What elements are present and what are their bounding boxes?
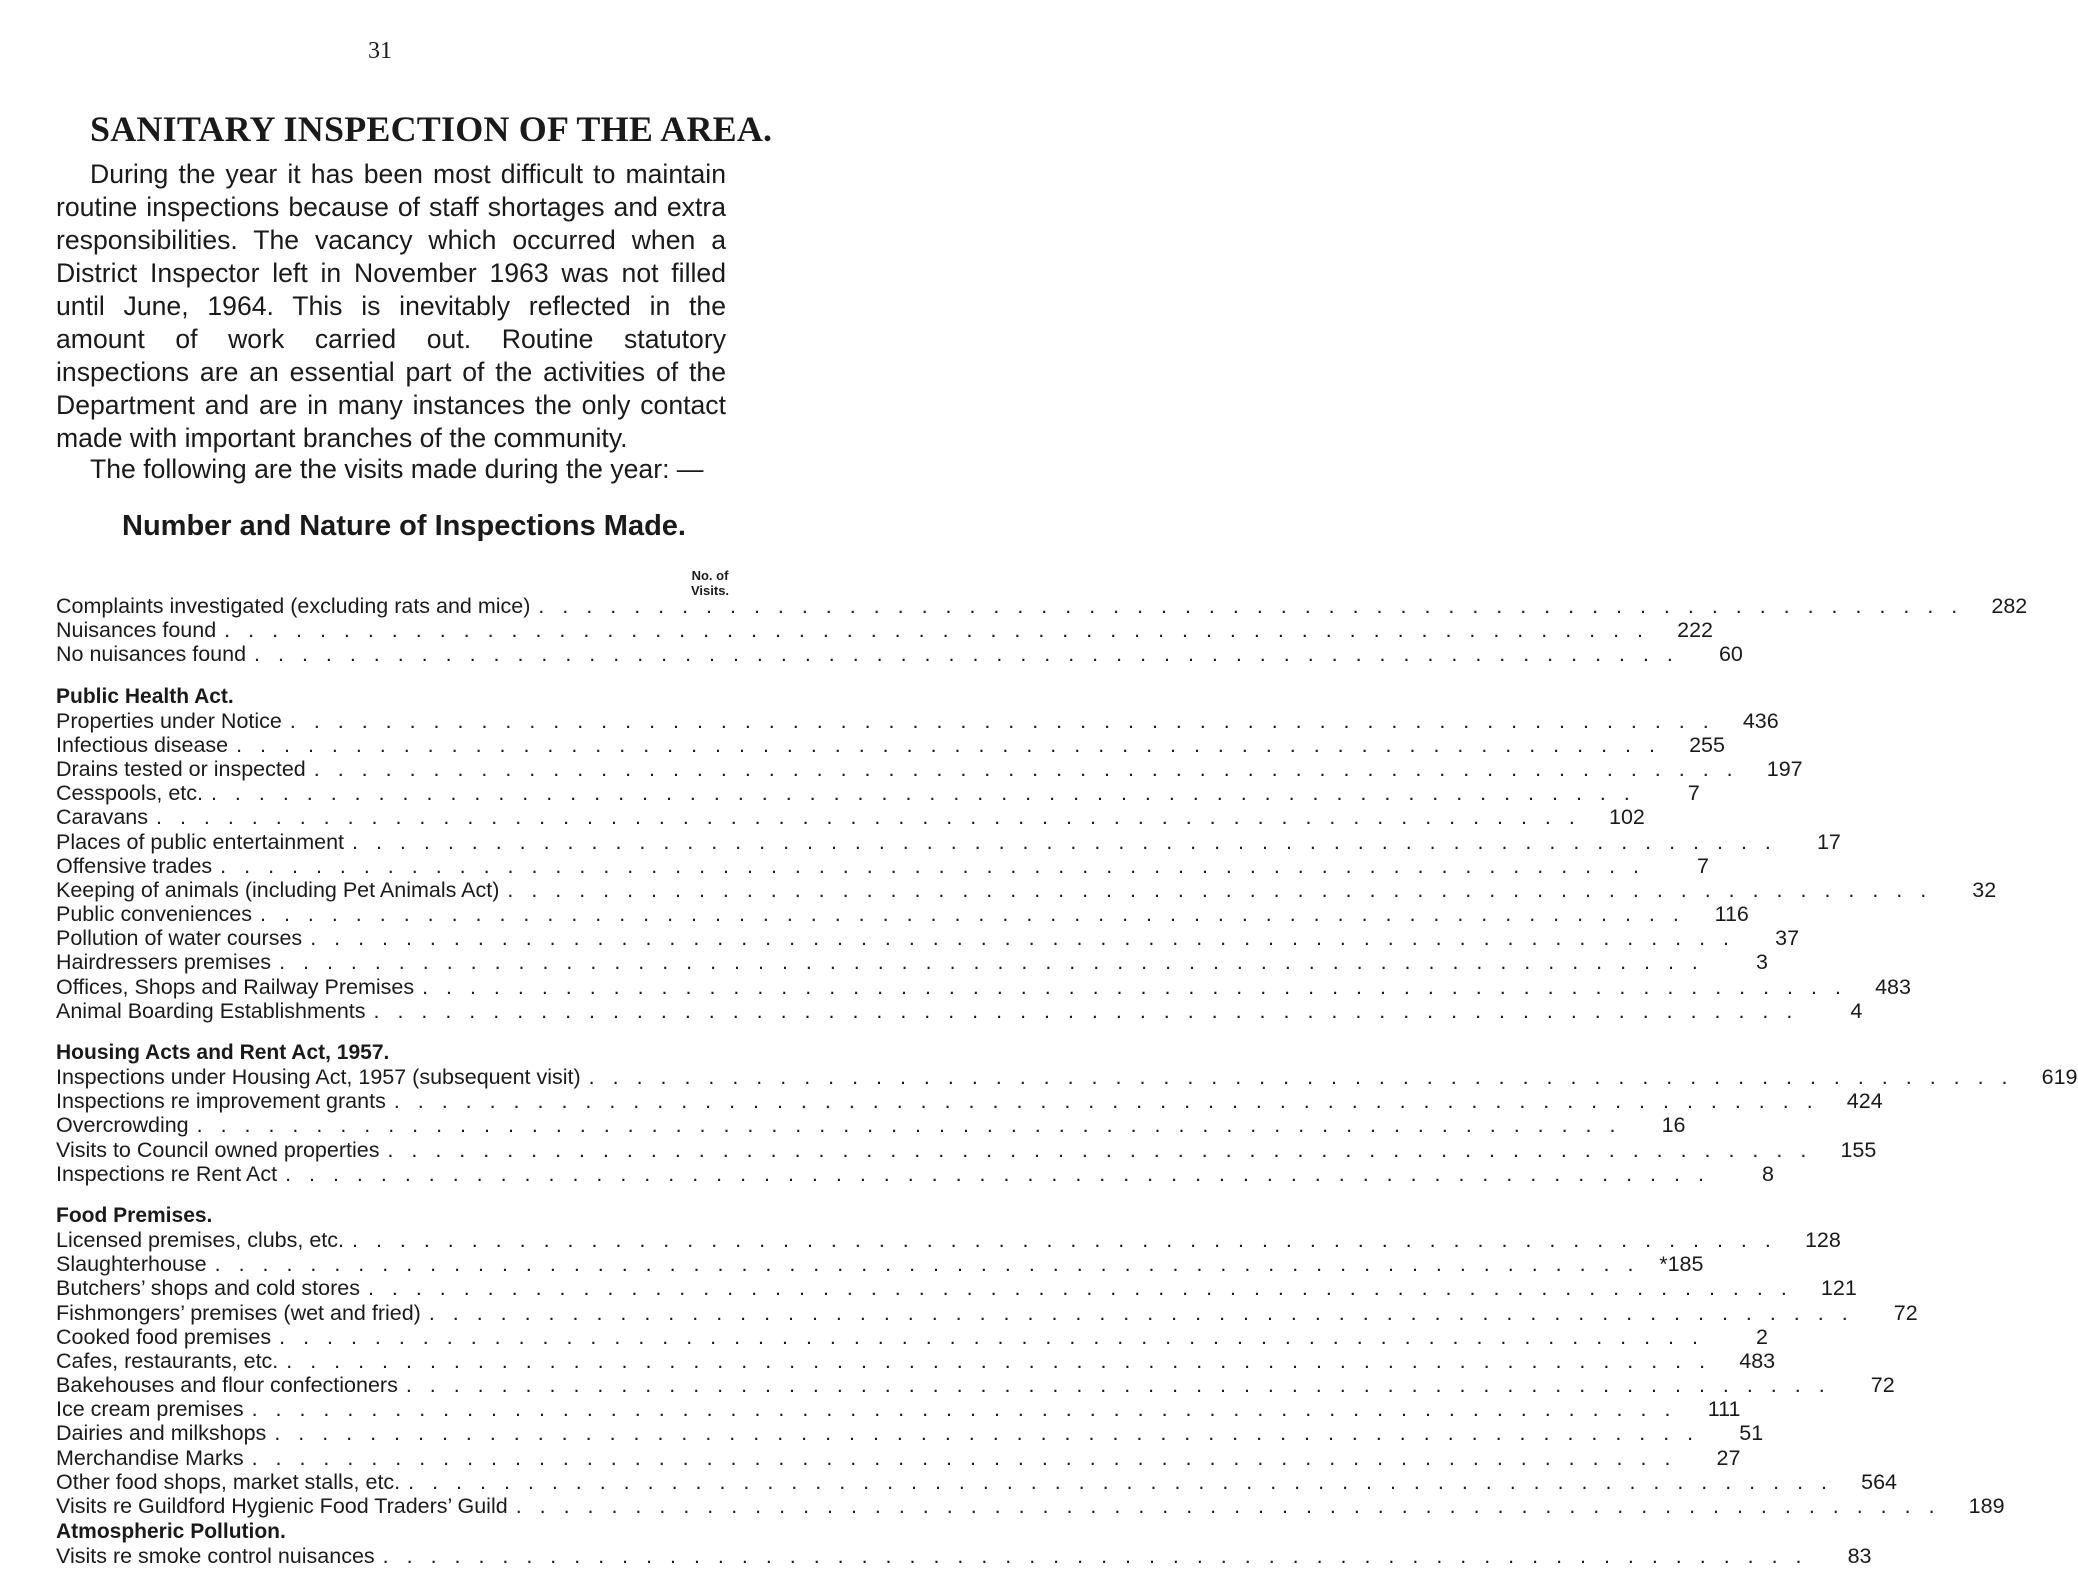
dot-leader: . . . . . . . . . . . . . . . . . . . . . . . . . . . . . . . . . . . . . . . . . . . . . . . . . . . . . . . . . . . . — [224, 618, 1650, 643]
row-label: No nuisances found — [56, 642, 247, 667]
row-value: 7 — [1687, 781, 1700, 806]
section-heading: Public Health Act. — [56, 684, 234, 708]
dot-leader: . . . . . . . . . . . . . . . . . . . . . . . . . . . . . . . . . . . . . . . . . . . . . . . . . . . . . . . . . . . . — [260, 902, 1685, 927]
row-label: Inspections under Housing Act, 1957 (subsequent visit) — [56, 1065, 581, 1089]
row-value: 197 — [1766, 756, 1803, 781]
dot-leader: . . . . . . . . . . . . . . . . . . . . . . . . . . . . . . . . . . . . . . . . . . . . . . . . . . . . . . . . . . . . — [422, 974, 1847, 999]
row-label: Offices, Shops and Railway Premises — [56, 974, 415, 999]
dot-leader: . . . . . . . . . . . . . . . . . . . . . . . . . . . . . . . . . . . . . . . . . . . . . . . . . . . . . . . . . . . . — [251, 1397, 1677, 1422]
row-label: Fishmongers’ premises (wet and fried) — [56, 1300, 421, 1325]
row-label: Visits re Guildford Hygienic Food Traders’ Guild — [56, 1494, 508, 1518]
row-label: Drains tested or inspected — [56, 756, 306, 781]
row-label: Cesspools, etc. — [56, 781, 203, 806]
row-value: 8 — [1761, 1161, 1774, 1186]
table-row — [56, 1227, 1841, 1252]
intro-paragraph: During the year it has been most difficult to maintain routine inspections because of staff shortages and extra responsibilities. The vacancy which occurred when a District Inspector left in November 1963 was not filled until June, 1964. This is inevitably reflected in the amount of work carried out. Routine statutory inspections are an essential part of the activities of the Department and are in many instances the only contact made with important branches of the community. — [56, 159, 726, 453]
page-title: SANITARY INSPECTION OF THE AREA. — [90, 109, 773, 149]
table-row — [56, 1300, 1918, 1325]
dot-leader: . . . . . . . . . . . . . . . . . . . . . . . . . . . . . . . . . . . . . . . . . . . . . . . . . . . . . . . . . . . . — [279, 1324, 1704, 1349]
table-row — [56, 805, 1645, 830]
table-row — [56, 998, 1863, 1023]
row-label: Offensive trades — [56, 853, 213, 878]
dot-leader: . . . . . . . . . . . . . . . . . . . . . . . . . . . . . . . . . . . . . . . . . . . . . . . . . . . . . . . . . . . . — [408, 1469, 1833, 1494]
section-heading: Atmospheric Pollution. — [56, 1520, 286, 1544]
row-label: Animal Boarding Establishments — [56, 998, 366, 1023]
table-row — [56, 1137, 1877, 1162]
table-row — [56, 781, 1700, 806]
row-label: Infectious disease — [56, 732, 229, 757]
row-value: 51 — [1739, 1421, 1764, 1446]
row-value: 102 — [1608, 805, 1645, 830]
dot-leader: . . . . . . . . . . . . . . . . . . . . . . . . . . . . . . . . . . . . . . . . . . . . . . . . . . . . . . . . . . . . — [352, 829, 1777, 854]
row-label: Keeping of animals (including Pet Animals Act) — [56, 877, 500, 902]
table-row — [56, 902, 1749, 927]
table-row — [56, 1252, 1704, 1277]
table-row — [56, 1494, 2005, 1518]
row-label: Nuisances found — [56, 618, 217, 643]
table-row — [56, 926, 1800, 951]
table-row — [56, 829, 1841, 854]
row-value: 111 — [1707, 1397, 1741, 1422]
row-label: Pollution of water courses — [56, 926, 303, 951]
dot-leader: . . . . . . . . . . . . . . . . . . . . . . . . . . . . . . . . . . . . . . . . . . . . . . . . . . . . . . . . . . . . — [279, 950, 1704, 975]
row-value: 72 — [1893, 1300, 1918, 1325]
table-row — [56, 950, 1768, 975]
dot-leader: . . . . . . . . . . . . . . . . . . . . . . . . . . . . . . . . . . . . . . . . . . . . . . . . . . . . . . . . . . . . — [387, 1137, 1813, 1162]
row-value: 2 — [1756, 1324, 1768, 1349]
row-value: 17 — [1816, 829, 1841, 854]
row-label: Cooked food premises — [56, 1324, 272, 1349]
row-label: Visits re smoke control nuisances — [56, 1544, 375, 1569]
dot-leader: . . . . . . . . . . . . . . . . . . . . . . . . . . . . . . . . . . . . . . . . . . . . . . . . . . . . . . . . . . . . — [373, 998, 1799, 1023]
dot-leader: . . . . . . . . . . . . . . . . . . . . . . . . . . . . . . . . . . . . . . . . . . . . . . . . . . . . . . . . . . . . — [285, 1161, 1710, 1186]
row-value: 424 — [1846, 1089, 1883, 1114]
dot-leader: . . . . . . . . . . . . . . . . . . . . . . . . . . . . . . . . . . . . . . . . . . . . . . . . . . . . . . . . . . . . — [367, 1276, 1793, 1301]
table-row — [56, 732, 1725, 757]
row-value: 222 — [1677, 618, 1714, 643]
row-value: 60 — [1718, 642, 1743, 667]
table-row — [56, 594, 2028, 618]
table-row — [56, 1276, 1857, 1301]
column-header-line: Visits. — [690, 583, 730, 598]
row-value: 436 — [1742, 708, 1779, 733]
row-label: Overcrowding — [56, 1113, 189, 1138]
row-label: Merchandise Marks — [56, 1445, 244, 1470]
row-label: Places of public entertainment — [56, 829, 345, 854]
dot-leader: . . . . . . . . . . . . . . . . . . . . . . . . . . . . . . . . . . . . . . . . . . . . . . . . . . . . . . . . . . . . — [310, 926, 1736, 951]
dot-leader: . . . . . . . . . . . . . . . . . . . . . . . . . . . . . . . . . . . . . . . . . . . . . . . . . . . . . . . . . . . . — [286, 1348, 1712, 1373]
row-label: Caravans — [56, 805, 149, 830]
row-value: 483 — [1875, 974, 1911, 999]
row-value: 32 — [1972, 877, 1997, 902]
row-label: Dairies and milkshops — [56, 1421, 267, 1446]
row-value: 121 — [1820, 1276, 1857, 1301]
table-row — [56, 1373, 1895, 1398]
row-value: 27 — [1716, 1445, 1741, 1470]
row-label: Other food shops, market stalls, etc. — [56, 1469, 401, 1494]
row-label: Inspections re Rent Act — [56, 1161, 278, 1186]
row-value: 128 — [1804, 1227, 1841, 1252]
row-label: Ice cream premises — [56, 1397, 244, 1422]
table-row — [56, 1161, 1774, 1186]
row-label: Public conveniences — [56, 902, 253, 927]
table-row — [56, 974, 1911, 999]
table-row — [56, 877, 1997, 902]
row-label: Licensed premises, clubs, etc. — [56, 1227, 344, 1252]
table-row — [56, 1348, 1776, 1373]
row-value: 619 — [2041, 1065, 2078, 1089]
dot-leader: . . . . . . . . . . . . . . . . . . . . . . . . . . . . . . . . . . . . . . . . . . . . . . . . . . . . . . . . . . . . — [156, 805, 1581, 830]
dot-leader: . . . . . . . . . . . . . . . . . . . . . . . . . . . . . . . . . . . . . . . . . . . . . . . . . . . . . . . . . . . . — [236, 732, 1661, 757]
table-row — [56, 1113, 1686, 1138]
dot-leader: . . . . . . . . . . . . . . . . . . . . . . . . . . . . . . . . . . . . . . . . . . . . . . . . . . . . . . . . . . . . — [393, 1089, 1819, 1114]
row-value: 37 — [1775, 926, 1800, 951]
row-label: Visits to Council owned properties — [56, 1137, 380, 1162]
inspection-table — [56, 594, 2078, 1569]
section-heading: Housing Acts and Rent Act, 1957. — [56, 1041, 390, 1064]
row-label: Hairdressers premises — [56, 950, 272, 975]
table-row — [56, 1544, 1872, 1569]
section-heading: Food Premises. — [56, 1203, 213, 1227]
row-label: Inspections re improvement grants — [56, 1089, 386, 1114]
column-header-line: No. of — [691, 568, 729, 583]
row-label: Properties under Notice — [56, 708, 282, 733]
table-row — [56, 1469, 1897, 1494]
dot-leader: . . . . . . . . . . . . . . . . . . . . . . . . . . . . . . . . . . . . . . . . . . . . . . . . . . . . . . . . . . . . — [588, 1065, 2014, 1089]
dot-leader: . . . . . . . . . . . . . . . . . . . . . . . . . . . . . . . . . . . . . . . . . . . . . . . . . . . . . . . . . . . . — [507, 877, 1933, 902]
table-row — [56, 708, 1779, 733]
row-value: 116 — [1714, 902, 1749, 927]
table-row — [56, 1324, 1768, 1349]
row-value: 282 — [1991, 594, 2028, 618]
table-row — [56, 756, 1803, 781]
dot-leader: . . . . . . . . . . . . . . . . . . . . . . . . . . . . . . . . . . . . . . . . . . . . . . . . . . . . . . . . . . . . — [214, 1252, 1640, 1277]
table-row — [56, 1421, 1764, 1446]
row-value: 255 — [1689, 732, 1725, 757]
dot-leader: . . . . . . . . . . . . . . . . . . . . . . . . . . . . . . . . . . . . . . . . . . . . . . . . . . . . . . . . . . . . — [382, 1544, 1808, 1569]
dot-leader: . . . . . . . . . . . . . . . . . . . . . . . . . . . . . . . . . . . . . . . . . . . . . . . . . . . . . . . . . . . . — [251, 1445, 1677, 1470]
dot-leader: . . . . . . . . . . . . . . . . . . . . . . . . . . . . . . . . . . . . . . . . . . . . . . . . . . . . . . . . . . . . — [274, 1421, 1700, 1446]
dot-leader: . . . . . . . . . . . . . . . . . . . . . . . . . . . . . . . . . . . . . . . . . . . . . . . . . . . . . . . . . . . . — [289, 708, 1715, 733]
row-value: 16 — [1661, 1113, 1686, 1138]
row-value: 564 — [1861, 1469, 1897, 1494]
row-value: 72 — [1870, 1373, 1895, 1398]
dot-leader: . . . . . . . . . . . . . . . . . . . . . . . . . . . . . . . . . . . . . . . . . . . . . . . . . . . . . . . . . . . . — [352, 1227, 1777, 1252]
row-value: 483 — [1739, 1348, 1776, 1373]
table-row — [56, 1065, 2078, 1089]
table-row — [56, 1445, 1741, 1470]
row-value: 155 — [1840, 1137, 1877, 1162]
table-row — [56, 853, 1710, 878]
row-value: 189 — [1968, 1494, 2005, 1518]
table-row — [56, 642, 1743, 667]
row-label: Complaints investigated (excluding rats and mice) — [56, 594, 531, 618]
dot-leader: . . . . . . . . . . . . . . . . . . . . . . . . . . . . . . . . . . . . . . . . . . . . . . . . . . . . . . . . . . . . — [313, 756, 1739, 781]
dot-leader: . . . . . . . . . . . . . . . . . . . . . . . . . . . . . . . . . . . . . . . . . . . . . . . . . . . . . . . . . . . . — [538, 594, 1964, 618]
row-value: *185 — [1659, 1252, 1704, 1277]
page-number: 31 — [368, 38, 392, 64]
dot-leader: . . . . . . . . . . . . . . . . . . . . . . . . . . . . . . . . . . . . . . . . . . . . . . . . . . . . . . . . . . . . — [220, 853, 1646, 878]
row-label: Slaughterhouse — [56, 1252, 207, 1277]
table-row — [56, 1089, 1883, 1114]
row-value: 3 — [1755, 950, 1768, 975]
dot-leader: . . . . . . . . . . . . . . . . . . . . . . . . . . . . . . . . . . . . . . . . . . . . . . . . . . . . . . . . . . . . — [405, 1373, 1831, 1398]
dot-leader: . . . . . . . . . . . . . . . . . . . . . . . . . . . . . . . . . . . . . . . . . . . . . . . . . . . . . . . . . . . . — [196, 1113, 1622, 1138]
row-value: 7 — [1697, 853, 1710, 878]
lead-sentence: The following are the visits made during the year: — — [90, 454, 704, 484]
row-label: Cafes, restaurants, etc. — [56, 1348, 279, 1373]
dot-leader: . . . . . . . . . . . . . . . . . . . . . . . . . . . . . . . . . . . . . . . . . . . . . . . . . . . . . . . . . . . . — [210, 781, 1636, 806]
dot-leader: . . . . . . . . . . . . . . . . . . . . . . . . . . . . . . . . . . . . . . . . . . . . . . . . . . . . . . . . . . . . — [428, 1300, 1854, 1325]
row-value: 4 — [1850, 998, 1863, 1023]
dot-leader: . . . . . . . . . . . . . . . . . . . . . . . . . . . . . . . . . . . . . . . . . . . . . . . . . . . . . . . . . . . . — [515, 1494, 1941, 1518]
row-label: Bakehouses and flour confectioners — [56, 1373, 398, 1398]
table-row — [56, 618, 1714, 643]
row-value: 83 — [1847, 1544, 1872, 1569]
row-label: Butchers’ shops and cold stores — [56, 1276, 360, 1301]
dot-leader: . . . . . . . . . . . . . . . . . . . . . . . . . . . . . . . . . . . . . . . . . . . . . . . . . . . . . . . . . . . . — [254, 642, 1679, 667]
table-title: Number and Nature of Inspections Made. — [122, 510, 686, 542]
table-row — [56, 1397, 1741, 1422]
